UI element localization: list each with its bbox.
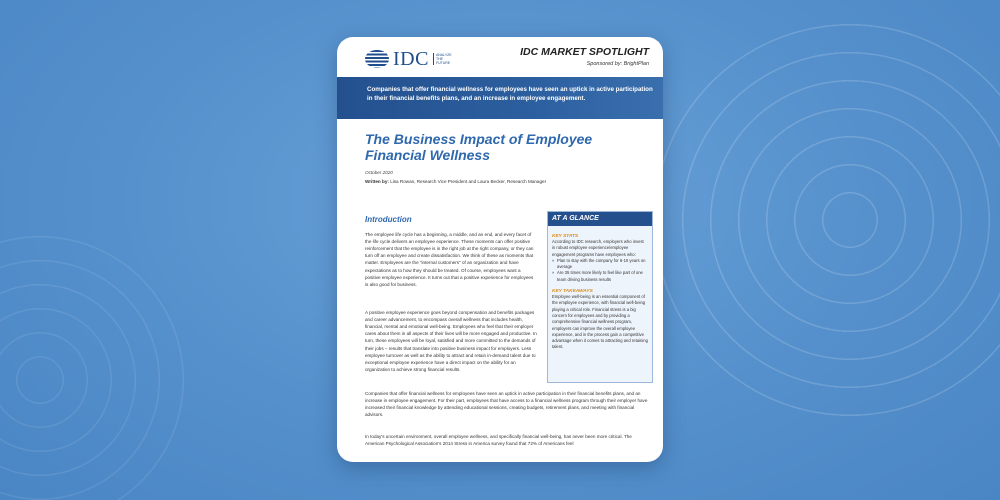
introduction-heading: Introduction — [365, 215, 412, 224]
globe-icon — [365, 50, 389, 68]
document-title-block — [365, 131, 649, 184]
background-globe-pattern — [640, 10, 1000, 430]
document-authors — [365, 179, 649, 184]
written-by-label: Written by: — [365, 179, 389, 185]
document-header — [337, 37, 663, 77]
intro-paragraph-2: A positive employee experience goes beyond compensation and benefits packages and career advancement, to encompass overall wellness that includes health, financial, mental and emotional well-being. Employees who feel that their employer cares about them in all aspects of their lives will be more engaged and productive. In turn, these employees will be loyal, satisfied and more committed to the demands of their jobs – results that translate into positive business impact for employers. Less employee turnover as well as the ability to attract and retain in-demand talent due to exceptional employee experience have a direct impact on the ability for an organization to achieve strong financial results. — [365, 310, 537, 372]
banner-text: Companies that offer financial wellness for employees have seen an uptick in active participation in their financial benefits plans, and an increase in employee engagement. — [367, 86, 653, 102]
key-stats-list — [552, 258, 648, 283]
intro-paragraph-3: Companies that offer financial wellness for employees have seen an uptick in active participation in their financial benefits plans, and an increase in employee engagement. For their part, employees that have access to a financial wellness program through their employer have increased their financial knowledge by attending educational sessions, creating budgets, retirement plans, and meeting with financial advisors. — [365, 391, 648, 418]
logo-text: IDC — [393, 48, 429, 70]
spotlight-label — [520, 46, 649, 67]
logo-tagline: ANALYZE THE FUTURE — [433, 53, 451, 66]
key-stats-label: KEY STATS — [552, 234, 579, 239]
document-preview-card — [337, 37, 663, 462]
document-title: The Business Impact of Employee Financial Wellness — [365, 131, 593, 164]
authors-text: Lisa Rowan, Research Vice President and Laura Becker, Research Manager — [390, 179, 547, 185]
sponsor-line: Sponsored by: BrightPlan — [586, 61, 649, 67]
list-item: » Plan to stay with the company for 6-10 years on average — [552, 258, 648, 271]
summary-banner — [337, 77, 663, 119]
intro-paragraph-4: In today's uncertain environment, overall employee wellness, and specifically financial well-being, has never been more critical. The American Psychological Association's 2014 Stress in America survey found that 72% of Americans feel — [365, 434, 632, 447]
idc-logo — [365, 49, 451, 69]
intro-paragraph-1: The employee life cycle has a beginning, a middle, and an end, and every facet of the life cycle delivers an employee experience. These moments can offer positive reinforcement that the employee is in the right job at the right company, or they can turn off an employee and create dissatisfaction. We think of these as moments that matter. Employees are the "internal customers" of an organization and have expectations as to how they should be treated. Of course, employees want a positive employee experience. It turns out that a positive experience for employees is also good for business. — [365, 232, 534, 287]
document-date: October 2020 — [365, 170, 393, 176]
background-globe-pattern-left — [0, 220, 200, 500]
key-takeaways-label: KEY TAKEAWAYS — [552, 289, 593, 295]
spotlight-title: IDC MARKET SPOTLIGHT — [520, 46, 649, 58]
key-stats-text: According to IDC research, employers who invest in robust employee experience/employee engagement programs have employees who: — [552, 239, 644, 257]
at-a-glance-heading: AT A GLANCE — [548, 212, 652, 226]
at-a-glance-body — [548, 226, 652, 351]
list-item: » Are 35 times more likely to feel like part of one team driving business results — [552, 270, 648, 283]
at-a-glance-box — [547, 211, 653, 383]
key-takeaways-text: Employee well-being is an essential component of the employee experience, with financial well-being playing a critical role. Financial stress is a big concern for employees and by providing a comprehensive financial wellness program, employers can improve the overall employee experience, and in the process gain a competitive advantage when it comes to attracting and retaining talent. — [552, 294, 648, 350]
